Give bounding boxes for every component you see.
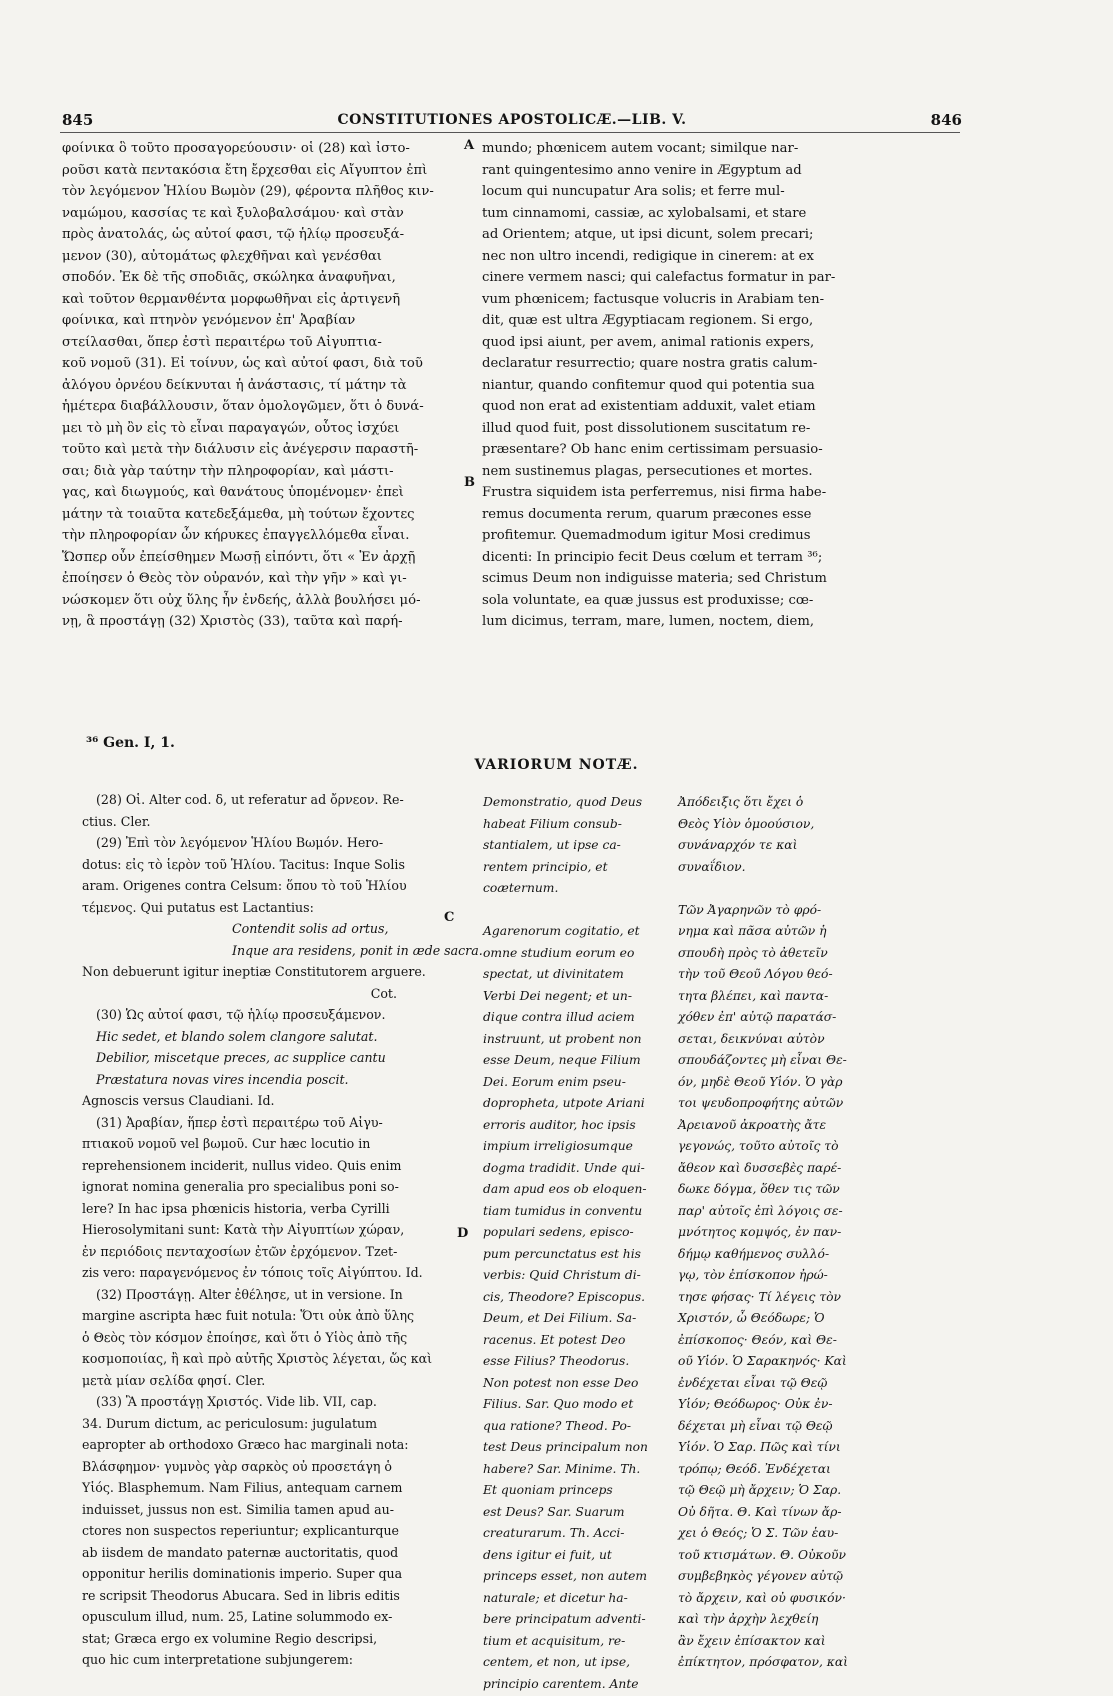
- latin-note-line: Demonstratio, quod Deus: [483, 795, 643, 809]
- latin-line: cinere vermem nasci; qui calefactus formatur in par-: [482, 270, 836, 285]
- latin-line: rant quingentesimo anno venire in Ægyptum ad: [482, 162, 802, 178]
- latin-line: profitemur. Quemadmodum igitur Mosi credimus: [482, 528, 811, 543]
- greek-text-column: [62, 138, 462, 633]
- latin-note-line: verbis: Quid Christum di-: [483, 1268, 641, 1282]
- latin-note-line: rentem principio, et: [483, 859, 608, 874]
- latin-line: locum qui nuncupatur Ara solis; et ferre mul-: [482, 184, 785, 199]
- greek-note-line: χόθεν ἐπ' αὐτῷ παρατάσ-: [678, 1010, 837, 1024]
- note-line: ἐν περιόδοις πενταχοσίων ἐτῶν ἐρχόμενον. Tzet-: [82, 1243, 398, 1259]
- latin-line: declaratur resurrectio; quare nostra gratis calum-: [482, 356, 818, 371]
- greek-note-line: τητα βλέπει, καὶ παντα-: [678, 988, 829, 1003]
- greek-line: τὸν λεγόμενον Ἡλίου Βωμὸν (29), φέροντα πλῆθος κιν-: [62, 184, 434, 199]
- greek-note-line: Ἀπόδειξις ὅτι ἔχει ὁ: [678, 795, 804, 809]
- greek-line: φοίνικα ὃ τοῦτο προσαγορεύουσιν· οἱ (28) καὶ ἰστο-: [62, 141, 410, 156]
- greek-note-line: χει ὁ Θεός; Ὁ Σ. Τῶν ἑαυ-: [678, 1526, 839, 1540]
- latin-line: quod ipsi aiunt, per avem, animal rationis expers,: [482, 334, 815, 350]
- latin-note-line: cis, Theodore? Episcopus.: [483, 1289, 646, 1304]
- latin-demonstratio-column: [483, 793, 658, 1696]
- greek-note-line: Υἱόν; Θεόδωρος· Οὐκ ἐν-: [678, 1397, 833, 1411]
- latin-line: mundo; phœnicem autem vocant; similque nar-: [482, 141, 799, 156]
- right-page-number: 846: [930, 111, 962, 129]
- note-line: Inque ara residens, ponit in æde sacra.: [232, 942, 483, 958]
- greek-line: καὶ τοῦτον θερμανθέντα μορφωθῆναι εἰς ἀρτιγενῆ: [62, 291, 401, 307]
- latin-line: lum dicimus, terram, mare, lumen, noctem, diem,: [482, 614, 815, 629]
- latin-note-line: dam apud eos ob eloquen-: [483, 1182, 647, 1196]
- note-line: ab iisdem de mandato paternæ auctoritatis, quod: [82, 1544, 399, 1560]
- note-line: τέμενος. Qui putatus est Lactantius:: [82, 899, 314, 915]
- footnote: ³⁶ Gen. I, 1.: [86, 735, 175, 751]
- greek-note-line: ἄθεον καὶ δυσσεβὲς παρέ-: [678, 1160, 842, 1175]
- note-line: stat; Græca ergo ex volumine Regio descripsi,: [82, 1630, 378, 1646]
- greek-note-line: ἐπίκτητον, πρόσφατον, καὶ: [678, 1655, 848, 1669]
- latin-note-line: stantialem, ut ipse ca-: [483, 838, 621, 852]
- latin-note-line: tiam tumidus in conventu: [483, 1203, 643, 1218]
- greek-note-line: Υἱόν. Ὁ Σαρ. Πῶς καὶ τίνι: [678, 1440, 841, 1454]
- greek-note-line: Θεὸς Υἱὸν ὁμοούσιον,: [678, 816, 815, 831]
- note-line: dotus: εἰς τὸ ἱερὸν τοῦ Ἡλίου. Tacitus: Inque Solis: [82, 856, 405, 872]
- greek-note-line: Τῶν Ἀγαρηνῶν τὸ φρό-: [678, 902, 822, 917]
- latin-line: tum cinnamomi, cassiæ, ac xylobalsami, et stare: [482, 205, 807, 221]
- greek-apodeixis-column: [678, 793, 886, 1675]
- note-line: induisset, jussus non est. Similia tamen apud au-: [82, 1501, 394, 1517]
- greek-note-line: ἐπίσκοπος· Θεόν, καὶ Θε-: [678, 1332, 837, 1347]
- note-line: Hic sedet, et blando solem clangore salutat.: [96, 1028, 378, 1044]
- latin-note-line: Dei. Eorum enim pseu-: [483, 1074, 626, 1089]
- latin-line: quod non erat ad existentiam adduxit, valet etiam: [482, 399, 816, 414]
- note-line: lere? In hac ipsa phœnicis historia, verba Cyrilli: [82, 1200, 390, 1216]
- greek-line: φοίνικα, καὶ πτηνὸν γενόμενον ἐπ' Ἀραβίαν: [62, 313, 356, 328]
- note-line: Cot.: [370, 985, 397, 1001]
- latin-note-line: bere principatum adventi-: [483, 1612, 646, 1626]
- greek-line: σποδόν. Ἐκ δὲ τῆς σποδιᾶς, σκώληκα ἀναφυῆναι,: [62, 270, 396, 285]
- greek-note-line: γῳ, τὸν ἐπίσκοπον ἠρώ-: [678, 1268, 828, 1282]
- greek-note-line: όν, μηδὲ Θεοῦ Υἱόν. Ὁ γὰρ: [678, 1074, 843, 1089]
- latin-line: illud quod fuit, post dissolutionem suscitatum re-: [482, 420, 811, 436]
- greek-line: μει τὸ μὴ ὂν εἰς τὸ εἶναι παραγαγών, οὗτος ἰσχύει: [62, 420, 400, 436]
- note-line: μετὰ μίαν σελίδα φησί. Cler.: [82, 1372, 266, 1388]
- note-line: Βλάσφημον· γυμνὸς γὰρ σαρκὸς οὐ προσετάγη ὁ: [82, 1458, 392, 1474]
- latin-note-line: Verbi Dei negent; et un-: [483, 988, 632, 1003]
- note-line: (33) Ἃ προστάγῃ Χριστός. Vide lib. VII, cap.: [96, 1394, 377, 1409]
- latin-note-line: erroris auditor, hoc ipsis: [483, 1117, 636, 1132]
- latin-note-line: [483, 901, 658, 923]
- latin-note-line: Non potest non esse Deo: [483, 1375, 639, 1390]
- greek-line: νώσκομεν ὅτι οὐχ ὕλης ἦν ἐνδεής, ἀλλὰ βουλήσει μό-: [62, 592, 421, 608]
- latin-line: vum phœnicem; factusque volucris in Arabiam ten-: [482, 291, 825, 307]
- note-line: Non debuerunt igitur ineptiæ Constitutorem arguere.: [82, 964, 426, 979]
- latin-note-line: qua ratione? Theod. Po-: [483, 1418, 632, 1433]
- greek-note-line: Οὐ δῆτα. Θ. Καὶ τίνων ἄρ-: [678, 1504, 842, 1519]
- latin-note-line: habeat Filium consub-: [483, 816, 622, 831]
- note-line: (29) Ἐπὶ τὸν λεγόμενον Ἡλίου Βωμόν. Hero-: [96, 835, 384, 850]
- greek-line: τοῦτο καὶ μετὰ τὴν διάλυσιν εἰς ἀνέγερσιν παραστῆ-: [62, 442, 419, 457]
- latin-note-line: impium irreligiosumque: [483, 1139, 633, 1153]
- greek-note-line: ἂν ἔχειν ἐπίσακτον καὶ: [678, 1633, 826, 1648]
- latin-note-line: habere? Sar. Minime. Th.: [483, 1461, 641, 1476]
- margin-marker-d: D: [457, 1226, 469, 1241]
- latin-note-line: creaturarum. Th. Acci-: [483, 1526, 625, 1540]
- latin-line: nec non ultro incendi, redigique in cinerem: at ex: [482, 248, 814, 264]
- greek-note-line: τὴν τοῦ Θεοῦ Λόγου θεό-: [678, 967, 833, 981]
- greek-note-line: σεται, δεικνύναι αὐτὸν: [678, 1031, 825, 1046]
- note-line: ὁ Θεὸς τὸν κόσμον ἐποίησε, καὶ ὅτι ὁ Υἱὸς ἀπὸ τῆς: [82, 1329, 408, 1345]
- note-line: Contendit solis ad ortus,: [232, 921, 389, 936]
- latin-line: Frustra siquidem ista perferremus, nisi firma habe-: [482, 485, 827, 500]
- latin-line: remus documenta rerum, quarum præcones esse: [482, 506, 812, 522]
- latin-note-line: dique contra illud aciem: [483, 1010, 635, 1024]
- latin-note-line: esse Deum, neque Filium: [483, 1053, 641, 1067]
- note-line: ignorat nomina generalia pro specialibus poni so-: [82, 1179, 399, 1194]
- left-page-number: 845: [62, 111, 94, 129]
- greek-note-line: δωκε δόγμα, ὅθεν τις τῶν: [678, 1182, 840, 1196]
- note-line: opusculum illud, num. 25, Latine solummodo ex-: [82, 1609, 393, 1624]
- greek-note-line: παρ' αὐτοῖς ἐπὶ λόγοις σε-: [678, 1203, 843, 1218]
- latin-note-line: Et quoniam princeps: [483, 1483, 613, 1497]
- greek-note-line: καὶ τὴν ἀρχὴν λεχθείη: [678, 1612, 819, 1626]
- greek-line: ροῦσι κατὰ πεντακόσια ἔτη ἔρχεσθαι εἰς Αἴγυπτον ἐπὶ: [62, 162, 428, 178]
- greek-line: στείλασθαι, ὅπερ ἐστὶ περαιτέρω τοῦ Αἰγυπτια-: [62, 334, 382, 350]
- header-rule: [60, 132, 960, 133]
- greek-line: ἀλόγου ὀρνέου δείκνυται ἡ ἀνάστασις, τί μάτην τὰ: [62, 377, 407, 393]
- latin-text-column: [482, 138, 964, 633]
- greek-note-line: τῷ Θεῷ μὴ ἄρχειν; Ὁ Σαρ.: [678, 1483, 842, 1497]
- latin-note-line: Agarenorum cogitatio, et: [483, 924, 640, 938]
- note-line: quo hic cum interpretatione subjungerem:: [82, 1652, 354, 1667]
- latin-line: dicenti: In principio fecit Deus cœlum et terram ³⁶;: [482, 549, 823, 565]
- latin-line: dit, quæ est ultra Ægyptiacam regionem. Si ergo,: [482, 313, 814, 328]
- greek-line: νῃ, ἃ προστάγῃ (32) Χριστὸς (33), ταῦτα καὶ παρή-: [62, 614, 403, 629]
- greek-note-line: δέχεται μὴ εἶναι τῷ Θεῷ: [678, 1418, 833, 1433]
- latin-line: scimus Deum non indiguisse materia; sed Christum: [482, 571, 827, 586]
- greek-line: ἡμέτερα διαβάλλουσιν, ὅταν ὁμολογῶμεν, ὅτι ὁ δυνά-: [62, 399, 424, 414]
- latin-note-line: principio carentem. Ante: [483, 1676, 639, 1691]
- note-line: re scripsit Theodorus Abucara. Sed in libris editis: [82, 1587, 400, 1603]
- greek-line: ἐποίησεν ὁ Θεὸς τὸν οὐρανόν, καὶ τὴν γῆν » καὶ γι-: [62, 571, 407, 586]
- latin-note-line: omne studium eorum eo: [483, 945, 635, 960]
- latin-note-line: Filius. Sar. Quo modo et: [483, 1397, 634, 1411]
- note-line: Debilior, miscetque preces, ac supplice cantu: [96, 1050, 386, 1065]
- latin-note-line: tium et acquisitum, re-: [483, 1633, 626, 1648]
- note-line: (28) Οἱ. Alter cod. δ, ut referatur ad ὄρνεον. Re-: [96, 792, 404, 807]
- note-line: Υἱός. Blasphemum. Nam Filius, antequam carnem: [82, 1480, 403, 1495]
- note-line: κοσμοποιίας, ἢ καὶ πρὸ αὐτῆς Χριστὸς λέγεται, ὥς καὶ: [82, 1351, 433, 1366]
- greek-line: ναμώμου, κασσίας τε καὶ ξυλοβαλσάμου· καὶ στὰν: [62, 205, 404, 221]
- latin-note-line: pum percunctatus est his: [483, 1246, 641, 1261]
- greek-note-line: Ἀρειανοῦ ἀκροατὴς ἄτε: [678, 1117, 827, 1132]
- latin-line: præsentare? Ob hanc enim certissimam persuasio-: [482, 442, 823, 457]
- variorum-notes-column: [82, 790, 483, 1672]
- note-line: zis vero: παραγενόμενος ἐν τόποις τοῖς Αἰγύπτου. Id.: [82, 1265, 423, 1280]
- greek-note-line: [678, 879, 886, 901]
- latin-note-line: racenus. Et potest Deo: [483, 1332, 626, 1347]
- note-line: Agnoscis versus Claudiani. Id.: [82, 1093, 275, 1108]
- note-line: (32) Προστάγῃ. Alter ἐθέλησε, ut in versione. In: [96, 1286, 403, 1302]
- latin-note-line: doprophetа, utpote Ariani: [483, 1096, 645, 1110]
- greek-note-line: τησε φήσας· Τί λέγεις τὸν: [678, 1289, 842, 1304]
- latin-note-line: naturale; et dicetur ha-: [483, 1590, 628, 1605]
- latin-note-line: dogma tradidit. Unde qui-: [483, 1160, 645, 1175]
- greek-note-line: δήμῳ καθήμενος συλλό-: [678, 1246, 830, 1261]
- section-title: VARIORUM NOTÆ.: [474, 757, 639, 773]
- greek-note-line: σπουδὴ πρὸς τὸ ἀθετεῖν: [678, 945, 828, 960]
- note-line: ctius. Cler.: [82, 813, 151, 829]
- greek-line: γας, καὶ διωγμούς, καὶ θανάτους ὑπομένομεν· ἐπεὶ: [62, 485, 404, 500]
- note-line: ctores non suspectos reperiuntur; explicanturque: [82, 1523, 400, 1538]
- note-line: Præstatura novas vires incendia poscit.: [96, 1071, 349, 1087]
- note-line: opponitur herilis dominationis imperio. Super qua: [82, 1566, 403, 1581]
- greek-line: σαι; διὰ γὰρ ταύτην τὴν πληροφορίαν, καὶ μάστι-: [62, 463, 394, 479]
- latin-note-line: est Deus? Sar. Suarum: [483, 1504, 625, 1519]
- latin-line: nem sustinemus plagas, persecutiones et mortes.: [482, 463, 813, 479]
- greek-line: τὴν πληροφορίαν ὧν κήρυκες ἐπαγγελλόμεθα εἶναι.: [62, 528, 410, 543]
- greek-note-line: ἐνδέχεται εἶναι τῷ Θεῷ: [678, 1375, 828, 1390]
- running-title: CONSTITUTIONES APOSTOLICÆ.—LIB. V.: [337, 112, 687, 128]
- greek-note-line: Χριστόν, ὦ Θεόδωρε; Ὁ: [678, 1311, 825, 1325]
- margin-marker-c: C: [444, 910, 455, 925]
- note-line: reprehensionem inciderit, nullus video. Quis enim: [82, 1157, 402, 1173]
- greek-note-line: τοι ψευδοπροφήτης αὐτῶν: [678, 1096, 844, 1110]
- greek-note-line: νημα καὶ πᾶσα αὐτῶν ἡ: [678, 924, 827, 938]
- latin-line: ad Orientem; atque, ut ipsi dicunt, solem precari;: [482, 227, 814, 242]
- note-line: Hierosolymitani sunt: Κατὰ τὴν Αἰγυπτίων χώραν,: [82, 1222, 405, 1237]
- greek-line: μάτην τὰ τοιαῦτα κατεδεξάμεθα, μὴ τούτων ἔχοντες: [62, 506, 415, 522]
- latin-note-line: coæternum.: [483, 881, 559, 895]
- greek-note-line: σπουδάζοντες μὴ εἶναι Θε-: [678, 1053, 847, 1067]
- greek-note-line: συμβεβηκὸς γέγονεν αὐτῷ: [678, 1569, 844, 1583]
- note-line: (30) Ὡς αὐτοί φασι, τῷ ἡλίῳ προσευξάμενον.: [96, 1007, 386, 1022]
- note-line: margine ascripta hæc fuit notula: Ὅτι οὐκ ἀπὸ ὕλης: [82, 1308, 415, 1323]
- margin-marker-b: B: [464, 475, 475, 490]
- latin-note-line: esse Filius? Theodorus.: [483, 1354, 630, 1368]
- note-line: aram. Origenes contra Celsum: ὅπου τὸ τοῦ Ἡλίου: [82, 878, 407, 893]
- latin-note-line: spectat, ut divinitatem: [483, 967, 624, 981]
- latin-line: niantur, quando confitemur quod qui potentia sua: [482, 377, 815, 393]
- latin-note-line: Deum, et Dei Filium. Sa-: [483, 1311, 637, 1325]
- note-line: eapropter ab orthodoxo Græco hac marginali nota:: [82, 1437, 409, 1452]
- greek-line: μενον (30), αὐτομάτως φλεχθῆναι καὶ γενέσθαι: [62, 248, 382, 264]
- greek-note-line: συναΐδιον.: [678, 859, 746, 874]
- greek-note-line: συνάναρχόν τε καὶ: [678, 838, 798, 852]
- note-line: (31) Ἀραβίαν, ἥπερ ἐστὶ περαιτέρω τοῦ Αἰγυ-: [96, 1114, 383, 1130]
- latin-line: sola voluntate, ea quæ jussus est produxisse; cœ-: [482, 592, 814, 608]
- greek-line: κοῦ νομοῦ (31). Εἰ τοίνυν, ὡς καὶ αὐτοί φασι, διὰ τοῦ: [62, 356, 423, 371]
- greek-line: Ὥσπερ οὖν ἐπείσθημεν Μωσῇ εἰπόντι, ὅτι « Ἐν ἀρχῇ: [62, 549, 416, 565]
- greek-note-line: μνότητος κομψός, ἐν παν-: [678, 1225, 842, 1239]
- note-line: πτιακοῦ νομοῦ vel βωμοῦ. Cur hæc locutio in: [82, 1136, 371, 1151]
- greek-note-line: τρόπῳ; Θεόδ. Ἐνδέχεται: [678, 1461, 831, 1476]
- greek-note-line: τὸ ἄρχειν, καὶ οὐ φυσικόν·: [678, 1590, 846, 1605]
- latin-note-line: test Deus principalum non: [483, 1440, 648, 1454]
- latin-note-line: princeps esset, non autem: [483, 1569, 648, 1583]
- greek-note-line: τοῦ κτισμάτων. Θ. Οὐκοῦν: [678, 1547, 846, 1562]
- running-header: [62, 108, 962, 132]
- latin-note-line: instruunt, ut probent non: [483, 1031, 642, 1046]
- latin-note-line: centem, et non, ut ipse,: [483, 1655, 631, 1669]
- greek-note-line: οῦ Υἱόν. Ὁ Σαρακηνός· Καὶ: [678, 1354, 847, 1368]
- margin-marker-a: A: [464, 138, 475, 153]
- latin-note-line: populari sedens, episco-: [483, 1225, 634, 1239]
- greek-line: πρὸς ἀνατολάς, ὡς αὐτοί φασι, τῷ ἡλίῳ προσευξά-: [62, 227, 405, 242]
- note-line: 34. Durum dictum, ac periculosum: jugulatum: [82, 1415, 378, 1431]
- latin-note-line: dens igitur ei fuit, ut: [483, 1547, 612, 1562]
- greek-note-line: γεγονώς, τοῦτο αὐτοῖς τὸ: [678, 1139, 839, 1153]
